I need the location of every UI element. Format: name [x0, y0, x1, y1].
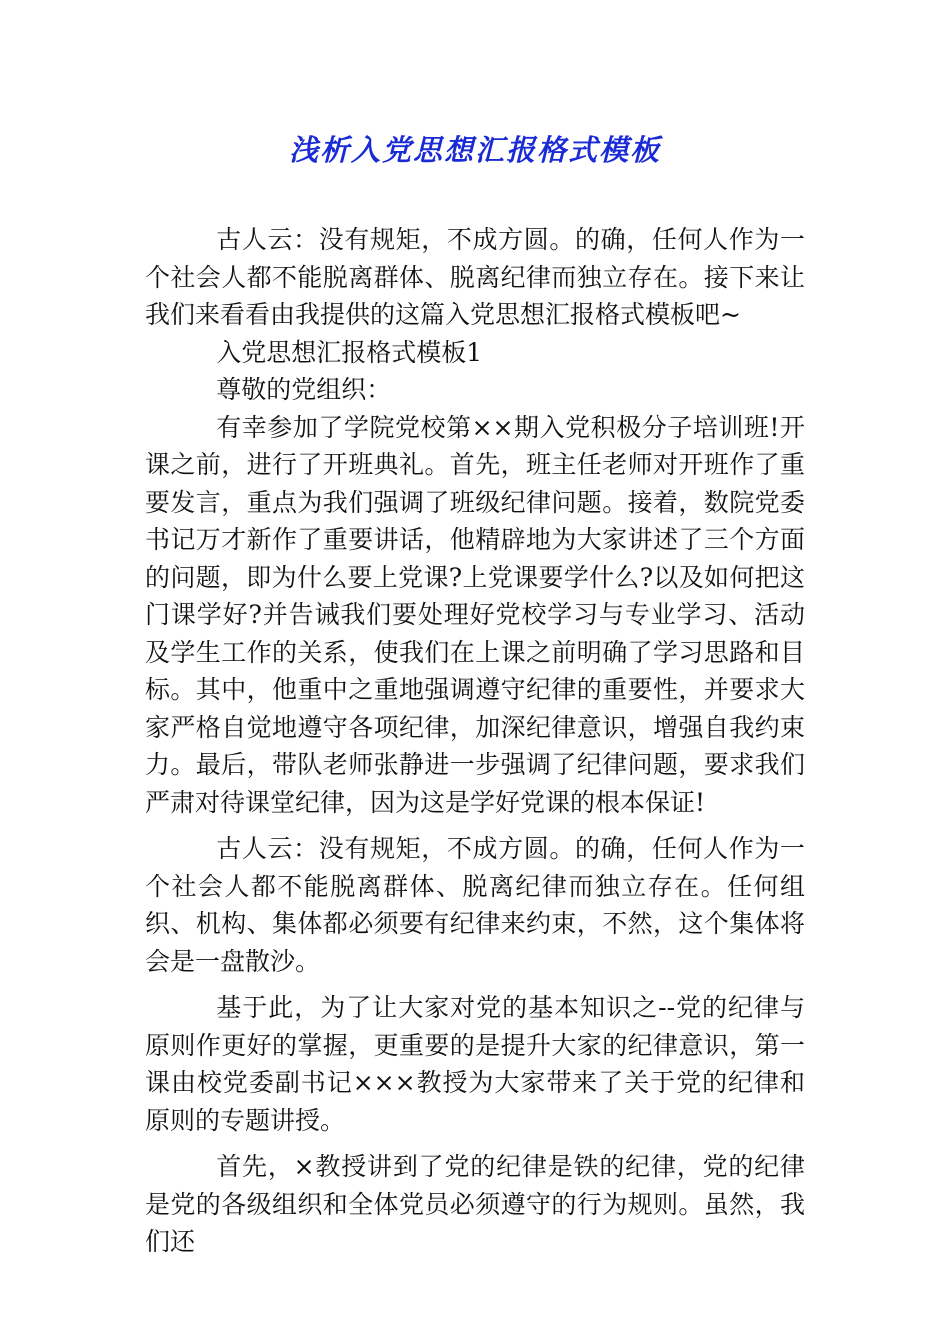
paragraph-salutation: 尊敬的党组织： [216, 375, 392, 404]
document-body [145, 221, 805, 1261]
paragraph-template-heading: 入党思想汇报格式模板1 [216, 337, 483, 367]
paragraph-training-class: 有幸参加了学院党校第××期入党积极分子培训班!开课之前，进行了开班典礼。首先，班主任老师对开班作了重要发言，重点为我们强调了班级纪律问题。接着，数院党委书记万才新作了重要讲话，他精辟地为大家讲述了三个方面的问题，即为什么要上党课?上党课要学什么?以及如何把这门课学好?并告诫我们要处理好党校学习与专业学习、活动及学生工作的关系，使我们在上课之前明确了学习思路和目标。其中，他重中之重地强调遵守纪律的重要性，并要求大家严格自觉地遵守各项纪律，加深纪律意识，增强自我约束力。最后，带队老师张静进一步强调了纪律问题，要求我们严肃对待课堂纪律，因为这是学好党课的根本保证! [145, 412, 805, 817]
paragraph-intro: 古人云：没有规矩，不成方圆。的确，任何人作为一个社会人都不能脱离群体、脱离纪律而独立存在。接下来让我们来看看由我提供的这篇入党思想汇报格式模板吧~ [145, 225, 805, 329]
paragraph-professor-lecture: 首先，×教授讲到了党的纪律是铁的纪律，党的纪律是党的各级组织和全体党员必须遵守的行为规则。虽然，我们还 [145, 1152, 805, 1256]
paragraph-discipline-quote: 古人云：没有规矩，不成方圆。的确，任何人作为一个社会人都不能脱离群体、脱离纪律而独立存在。任何组织、机构、集体都必须要有纪律来约束，不然，这个集体将会是一盘散沙。 [145, 834, 805, 976]
paragraph-first-lecture: 基于此，为了让大家对党的基本知识之--党的纪律与原则作更好的掌握，更重要的是提升大家的纪律意识，第一课由校党委副书记×××教授为大家带来了关于党的纪律和原则的专题讲授。 [145, 993, 805, 1135]
document-title: 浅析入党思想汇报格式模板 [288, 133, 661, 167]
